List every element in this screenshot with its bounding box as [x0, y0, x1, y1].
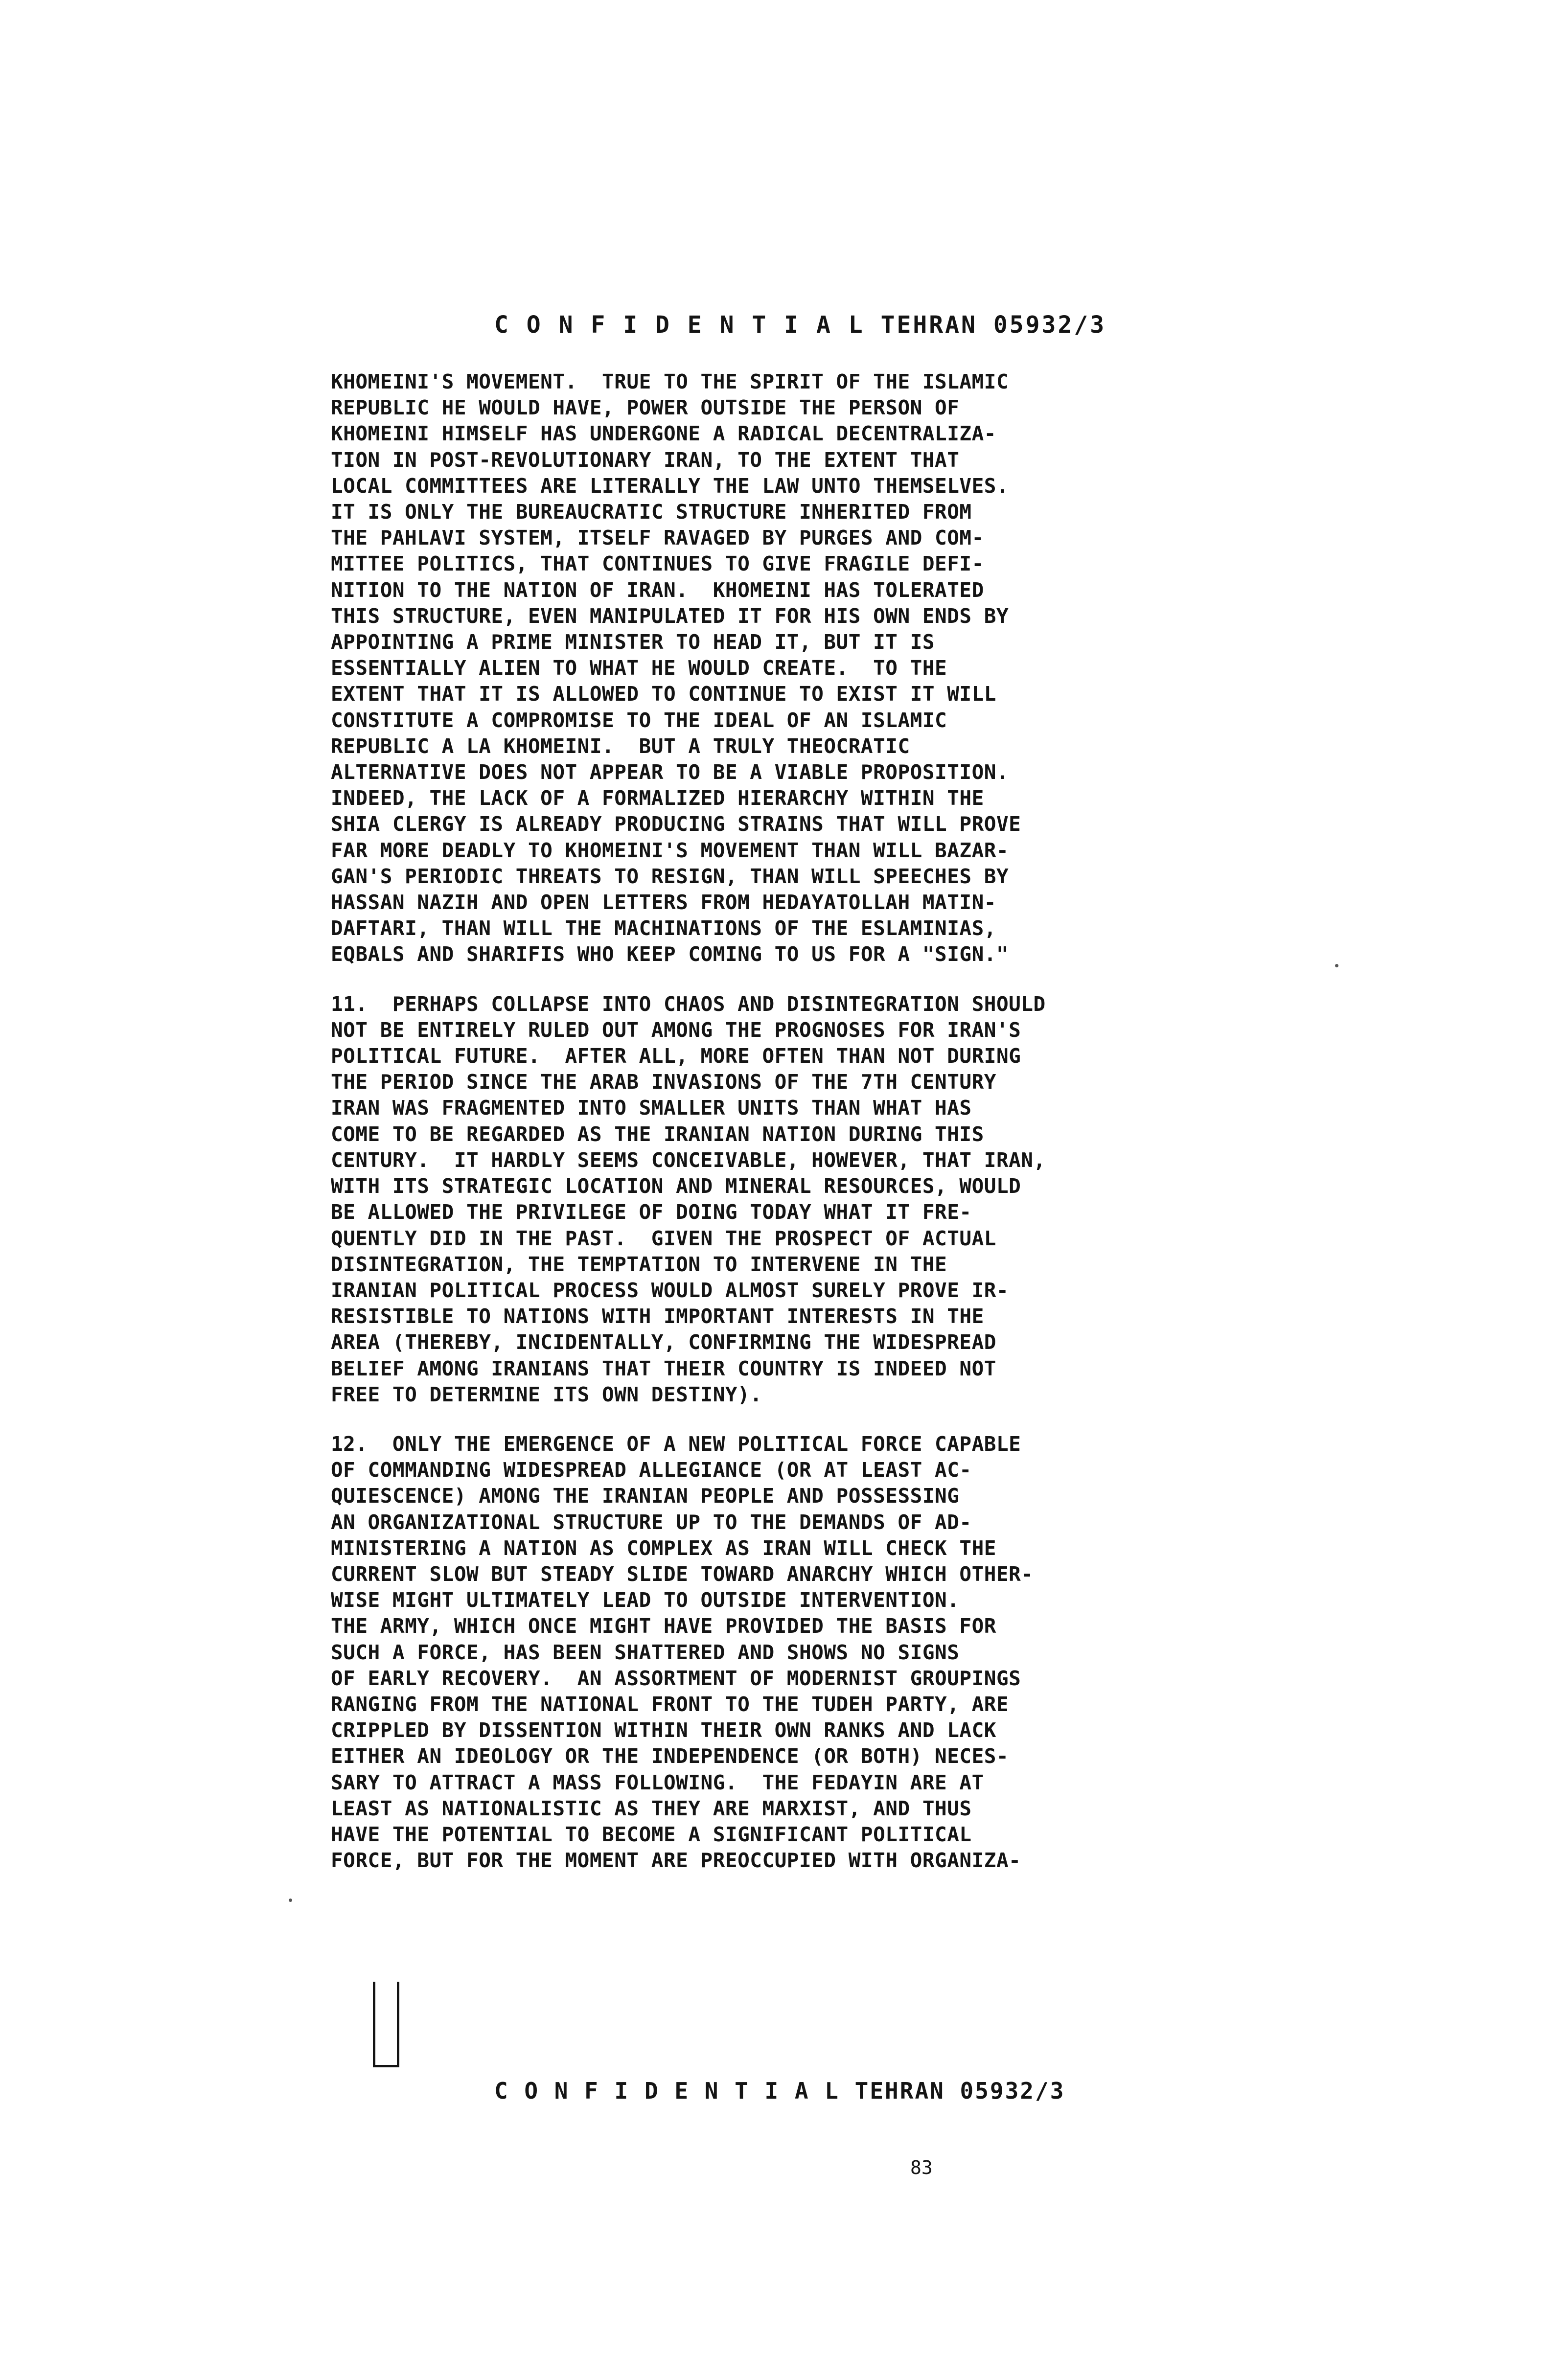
text-line: APPOINTING A PRIME MINISTER TO HEAD IT, BUT IT IS — [331, 630, 935, 654]
text-line: ESSENTIALLY ALIEN TO WHAT HE WOULD CREATE. TO THE — [331, 656, 947, 680]
text-line: TION IN POST-REVOLUTIONARY IRAN, TO THE EXTENT THAT — [331, 448, 960, 472]
text-line: POLITICAL FUTURE. AFTER ALL, MORE OFTEN THAN NOT DURING — [331, 1044, 1021, 1068]
text-line: REPUBLIC HE WOULD HAVE, POWER OUTSIDE THE PERSON OF — [331, 396, 960, 420]
text-line: BELIEF AMONG IRANIANS THAT THEIR COUNTRY IS INDEED NOT — [331, 1356, 996, 1380]
margin-bracket-mark — [373, 1982, 399, 2067]
text-line: IT IS ONLY THE BUREAUCRATIC STRUCTURE INHERITED FROM — [331, 500, 972, 524]
scan-speck — [289, 1899, 292, 1902]
cable-body — [331, 369, 1310, 1897]
text-line: 11. PERHAPS COLLAPSE INTO CHAOS AND DISINTEGRATION SHOULD — [331, 992, 1046, 1016]
text-line: WISE MIGHT ULTIMATELY LEAD TO OUTSIDE INTERVENTION. — [331, 1588, 960, 1612]
text-line: AREA (THEREBY, INCIDENTALLY, CONFIRMING THE WIDESPREAD — [331, 1330, 996, 1354]
text-line: OF COMMANDING WIDESPREAD ALLEGIANCE (OR AT LEAST AC- — [331, 1458, 972, 1482]
text-line: QUIESCENCE) AMONG THE IRANIAN PEOPLE AND POSSESSING — [331, 1484, 960, 1508]
classification-footer: C O N F I D E N T I A L TEHRAN 05932/3 — [494, 2078, 1065, 2104]
text-line: THE PERIOD SINCE THE ARAB INVASIONS OF THE 7TH CENTURY — [331, 1070, 996, 1094]
text-line: EITHER AN IDEOLOGY OR THE INDEPENDENCE (OR BOTH) NECES- — [331, 1744, 1009, 1768]
classification-header: C O N F I D E N T I A L TEHRAN 05932/3 — [494, 311, 1106, 339]
text-line: FREE TO DETERMINE ITS OWN DESTINY). — [331, 1382, 762, 1406]
text-line: BE ALLOWED THE PRIVILEGE OF DOING TODAY WHAT IT FRE- — [331, 1200, 972, 1224]
text-line: CONSTITUTE A COMPROMISE TO THE IDEAL OF AN ISLAMIC — [331, 708, 947, 732]
text-line: INDEED, THE LACK OF A FORMALIZED HIERARCHY WITHIN THE — [331, 786, 984, 810]
text-line: NITION TO THE NATION OF IRAN. KHOMEINI HAS TOLERATED — [331, 578, 984, 602]
text-line: HAVE THE POTENTIAL TO BECOME A SIGNIFICANT POLITICAL — [331, 1822, 972, 1846]
text-line: SUCH A FORCE, HAS BEEN SHATTERED AND SHOWS NO SIGNS — [331, 1640, 960, 1664]
text-line: WITH ITS STRATEGIC LOCATION AND MINERAL RESOURCES, WOULD — [331, 1174, 1021, 1198]
text-line: FORCE, BUT FOR THE MOMENT ARE PREOCCUPIED WITH ORGANIZA- — [331, 1849, 1021, 1873]
text-line: AN ORGANIZATIONAL STRUCTURE UP TO THE DEMANDS OF AD- — [331, 1510, 972, 1534]
text-line: DISINTEGRATION, THE TEMPTATION TO INTERVENE IN THE — [331, 1252, 947, 1276]
text-line: THIS STRUCTURE, EVEN MANIPULATED IT FOR HIS OWN ENDS BY — [331, 604, 1009, 628]
text-line: FAR MORE DEADLY TO KHOMEINI'S MOVEMENT THAN WILL BAZAR- — [331, 838, 1009, 862]
text-line: REPUBLIC A LA KHOMEINI. BUT A TRULY THEOCRATIC — [331, 734, 910, 758]
text-line: HASSAN NAZIH AND OPEN LETTERS FROM HEDAYATOLLAH MATIN- — [331, 891, 996, 915]
text-line: MITTEE POLITICS, THAT CONTINUES TO GIVE FRAGILE DEFI- — [331, 552, 984, 576]
paragraph — [331, 991, 1310, 1408]
text-line: RANGING FROM THE NATIONAL FRONT TO THE TUDEH PARTY, ARE — [331, 1692, 1009, 1716]
text-line: EQBALS AND SHARIFIS WHO KEEP COMING TO US FOR A "SIGN." — [331, 942, 1009, 966]
text-line: LOCAL COMMITTEES ARE LITERALLY THE LAW UNTO THEMSELVES. — [331, 474, 1009, 498]
paragraph — [331, 1431, 1310, 1874]
text-line: QUENTLY DID IN THE PAST. GIVEN THE PROSPECT OF ACTUAL — [331, 1226, 996, 1250]
text-line: CURRENT SLOW BUT STEADY SLIDE TOWARD ANARCHY WHICH OTHER- — [331, 1562, 1034, 1586]
text-line: GAN'S PERIODIC THREATS TO RESIGN, THAN WILL SPEECHES BY — [331, 864, 1009, 888]
text-line: NOT BE ENTIRELY RULED OUT AMONG THE PROGNOSES FOR IRAN'S — [331, 1018, 1021, 1042]
text-line: RESISTIBLE TO NATIONS WITH IMPORTANT INTERESTS IN THE — [331, 1304, 984, 1328]
text-line: KHOMEINI HIMSELF HAS UNDERGONE A RADICAL DECENTRALIZA- — [331, 422, 996, 446]
scan-speck — [1335, 964, 1338, 967]
text-line: SHIA CLERGY IS ALREADY PRODUCING STRAINS THAT WILL PROVE — [331, 812, 1021, 836]
text-line: LEAST AS NATIONALISTIC AS THEY ARE MARXIST, AND THUS — [331, 1796, 972, 1820]
paragraph — [331, 369, 1310, 968]
text-line: THE PAHLAVI SYSTEM, ITSELF RAVAGED BY PURGES AND COM- — [331, 526, 984, 550]
text-line: IRANIAN POLITICAL PROCESS WOULD ALMOST SURELY PROVE IR- — [331, 1278, 1009, 1302]
text-line: ALTERNATIVE DOES NOT APPEAR TO BE A VIABLE PROPOSITION. — [331, 760, 1009, 784]
text-line: KHOMEINI'S MOVEMENT. TRUE TO THE SPIRIT OF THE ISLAMIC — [331, 370, 1009, 393]
text-line: EXTENT THAT IT IS ALLOWED TO CONTINUE TO EXIST IT WILL — [331, 682, 996, 706]
text-line: COME TO BE REGARDED AS THE IRANIAN NATION DURING THIS — [331, 1122, 984, 1146]
text-line: DAFTARI, THAN WILL THE MACHINATIONS OF THE ESLAMINIAS, — [331, 916, 996, 940]
text-line: OF EARLY RECOVERY. AN ASSORTMENT OF MODERNIST GROUPINGS — [331, 1666, 1021, 1690]
text-line: SARY TO ATTRACT A MASS FOLLOWING. THE FEDAYIN ARE AT — [331, 1770, 984, 1794]
text-line: CENTURY. IT HARDLY SEEMS CONCEIVABLE, HOWEVER, THAT IRAN, — [331, 1148, 1046, 1172]
text-line: IRAN WAS FRAGMENTED INTO SMALLER UNITS THAN WHAT HAS — [331, 1096, 972, 1120]
text-line: MINISTERING A NATION AS COMPLEX AS IRAN WILL CHECK THE — [331, 1536, 996, 1560]
text-line: CRIPPLED BY DISSENTION WITHIN THEIR OWN RANKS AND LACK — [331, 1718, 996, 1742]
text-line: 12. ONLY THE EMERGENCE OF A NEW POLITICAL FORCE CAPABLE — [331, 1432, 1021, 1456]
text-line: THE ARMY, WHICH ONCE MIGHT HAVE PROVIDED THE BASIS FOR — [331, 1614, 996, 1638]
page-number: 83 — [910, 2157, 933, 2178]
